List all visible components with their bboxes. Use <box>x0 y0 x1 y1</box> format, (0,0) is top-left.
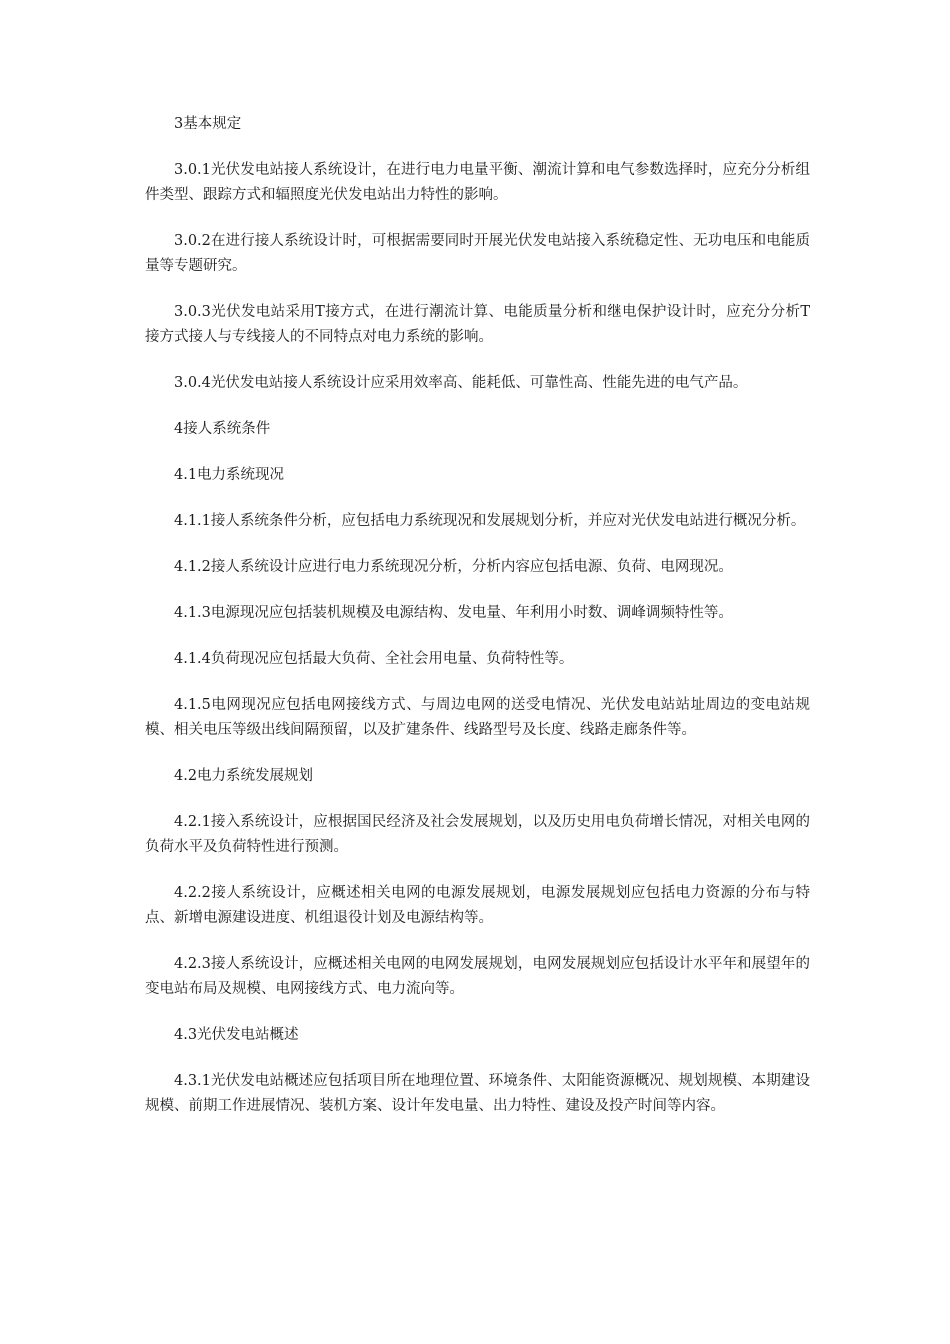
section-heading-3: 3基本规定 <box>174 116 242 132</box>
clause-3-0-3: 3.0.3光伏发电站采用T接方式，在进行潮流计算、电能质量分析和继电保护设计时，应充分分析T接方式接人与专线接人的不同特点对电力系统的影响。 <box>145 304 810 345</box>
clause-4-1-5: 4.1.5电网现况应包括电网接线方式、与周边电网的送受电情况、光伏发电站站址周边的变电站规模、相关电压等级出线间隔预留，以及扩建条件、线路型号及长度、线路走廊条件等。 <box>145 697 810 738</box>
clause-4-3-1: 4.3.1光伏发电站概述应包括项目所在地理位置、环境条件、太阳能资源概况、规划规模、本期建设规模、前期工作进展情况、装机方案、设计年发电量、出力特性、建设及投产时间等内容。 <box>145 1073 810 1114</box>
clause-3-0-1: 3.0.1光伏发电站接人系统设计，在进行电力电量平衡、潮流计算和电气参数选择时，应充分分析组件类型、跟踪方式和辐照度光伏发电站出力特性的影响。 <box>145 162 810 203</box>
clause-4-1-1: 4.1.1接人系统条件分析，应包括电力系统现况和发展规划分析，并应对光伏发电站进行概况分析。 <box>174 513 806 529</box>
clause-4-2-3: 4.2.3接人系统设计，应概述相关电网的电网发展规划，电网发展规划应包括设计水平年和展望年的变电站布局及规模、电网接线方式、电力流向等。 <box>145 956 810 997</box>
clause-4-1-3: 4.1.3电源现况应包括装机规模及电源结构、发电量、年利用小时数、调峰调频特性等。 <box>174 605 733 621</box>
section-heading-4: 4接人系统条件 <box>174 421 271 437</box>
subsection-heading-4-2: 4.2电力系统发展规划 <box>174 768 314 784</box>
clause-4-2-1: 4.2.1接入系统设计，应根据国民经济及社会发展规划，以及历史用电负荷增长情况，对相关电网的负荷水平及负荷特性进行预测。 <box>145 814 810 855</box>
document-page <box>145 112 810 1140</box>
subsection-heading-4-1: 4.1电力系统现况 <box>174 467 285 483</box>
clause-3-0-4: 3.0.4光伏发电站接人系统设计应采用效率高、能耗低、可靠性高、性能先进的电气产品。 <box>174 375 748 391</box>
clause-4-1-2: 4.1.2接人系统设计应进行电力系统现况分析，分析内容应包括电源、负荷、电网现况。 <box>174 559 733 575</box>
clause-4-2-2: 4.2.2接人系统设计，应概述相关电网的电源发展规划，电源发展规划应包括电力资源的分布与特点、新增电源建设进度、机组退役计划及电源结构等。 <box>145 885 810 926</box>
subsection-heading-4-3: 4.3光伏发电站概述 <box>174 1027 299 1043</box>
clause-3-0-2: 3.0.2在进行接人系统设计时，可根据需要同时开展光伏发电站接入系统稳定性、无功电压和电能质量等专题研究。 <box>145 233 810 274</box>
clause-4-1-4: 4.1.4负荷现况应包括最大负荷、全社会用电量、负荷特性等。 <box>174 651 574 667</box>
